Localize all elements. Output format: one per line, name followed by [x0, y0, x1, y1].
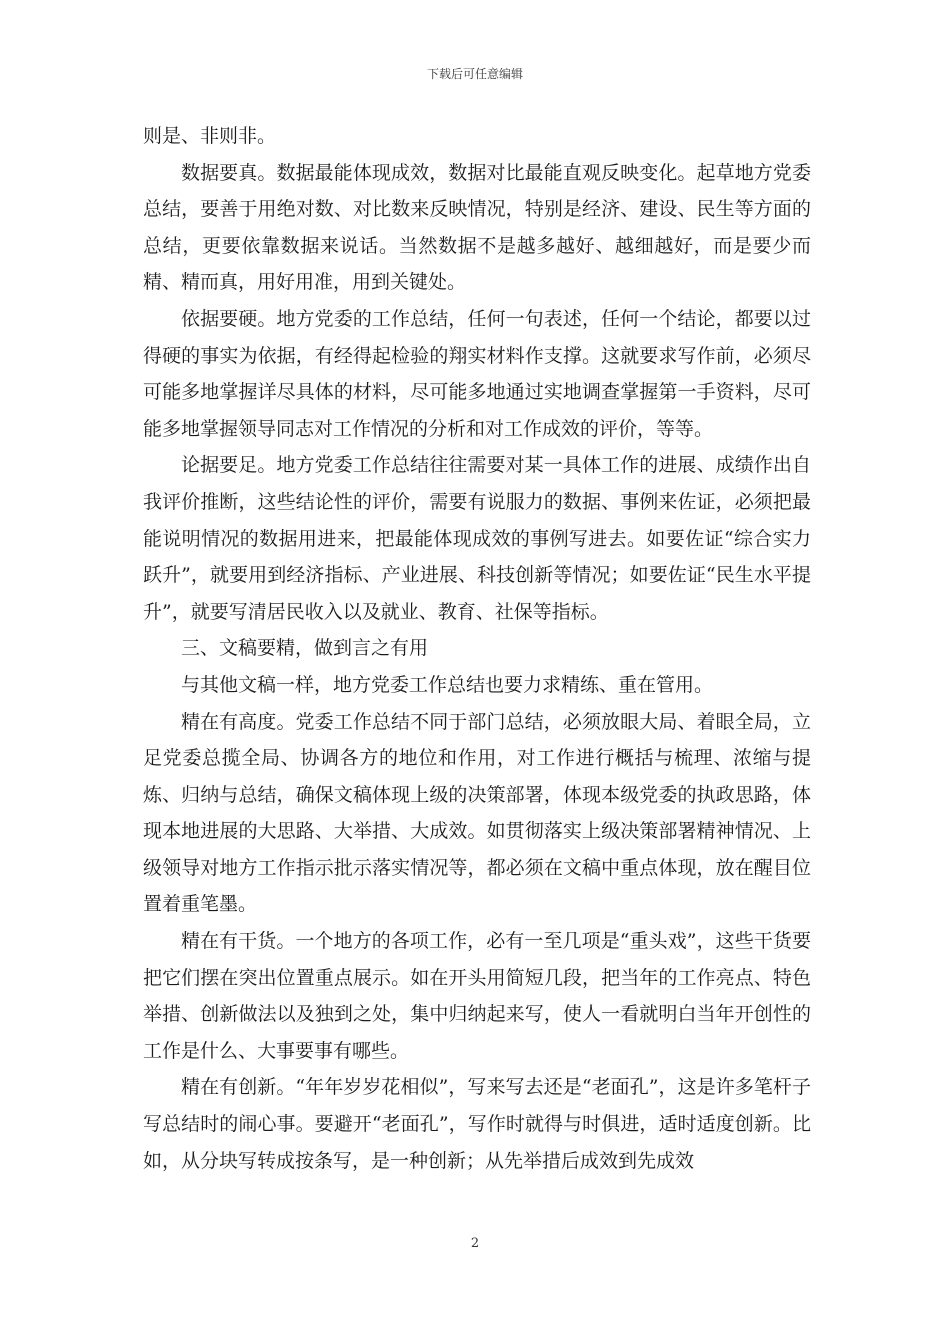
paragraph: 数据要真。数据最能体现成效，数据对比最能直观反映变化。起草地方党委总结，要善于用绝对数、对比数来反映情况，特别是经济、建设、民生等方面的总结，更要依靠数据来说话。当然数据不是越多越好、越细越好，而是要少而精、精而真，用好用准，用到关键处。: [143, 161, 811, 294]
paragraph: 与其他文稿一样，地方党委工作总结也要力求精练、重在管用。: [181, 673, 714, 696]
paragraph: 依据要硬。地方党委的工作总结，任何一句表述，任何一个结论，都要以过得硬的事实为依据，有经得起检验的翔实材料作支撑。这就要求写作前，必须尽可能多地掌握详尽具体的材料，尽可能多地通过实地调查掌握第一手资料，尽可能多地掌握领导同志对工作情况的分析和对工作成效的评价，等等。: [143, 307, 811, 440]
header-text: 下载后可任意编辑: [426, 67, 523, 81]
page-footer: [0, 1236, 950, 1252]
paragraph: 精在有干货。一个地方的各项工作，必有一至几项是“重头戏”，这些干货要把它们摆在突出位置重点展示。如在开头用简短几段，把当年的工作亮点、特色举措、创新做法以及独到之处，集中归纳起来写，使人一看就明白当年开创性的工作是什么、大事要事有哪些。: [143, 930, 811, 1062]
paragraph: 则是、非则非。: [143, 125, 277, 147]
paragraph: 论据要足。地方党委工作总结往往需要对某一具体工作的进展、成绩作出自我评价推断，这些结论性的评价，需要有说服力的数据、事例来佐证，必须把最能说明情况的数据用进来，把最能体现成效的事例写进去。如要佐证“综合实力跃升”，就要用到经济指标、产业进展、科技创新等情况；如要佐证“民生水平提升”，就要写清居民收入以及就业、教育、社保等指标。: [143, 454, 811, 623]
page-header: [0, 66, 950, 82]
paragraph: 精在有高度。党委工作总结不同于部门总结，必须放眼大局、着眼全局，立足党委总揽全局、协调各方的地位和作用，对工作进行概括与梳理、浓缩与提炼、归纳与总结，确保文稿体现上级的决策部署，体现本级党委的执政思路，体现本地进展的大思路、大举措、大成效。如贯彻落实上级决策部署精神情况、上级领导对地方工作指示批示落实情况等，都必须在文稿中重点体现，放在醒目位置着重笔墨。: [143, 710, 811, 916]
paragraph: 精在有创新。“年年岁岁花相似”，写来写去还是“老面孔”，这是许多笔杆子写总结时的闹心事。要避开“老面孔”，写作时就得与时俱进，适时适度创新。比如，从分块写转成按条写，是一种创新；从先举措后成效到先成效: [143, 1076, 811, 1172]
section-heading: 三、文稿要精，做到言之有用: [181, 637, 429, 660]
page-number: 2: [470, 1236, 480, 1251]
document-body: [143, 118, 811, 1179]
